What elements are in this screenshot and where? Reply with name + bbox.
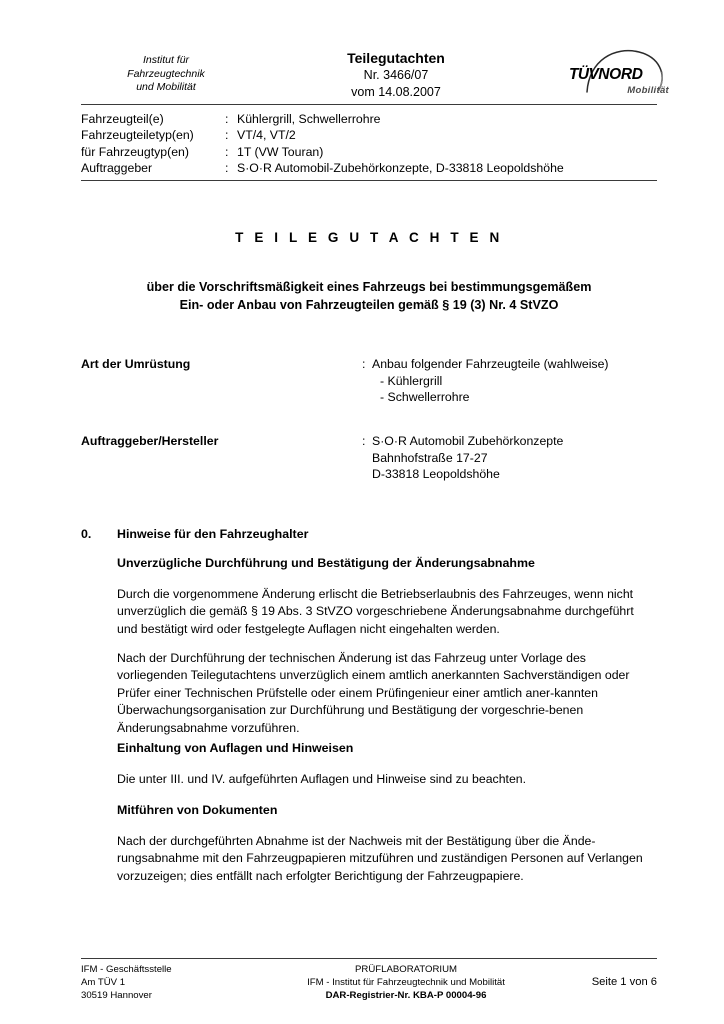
- conversion-type-value-line-3: - Schwellerrohre: [380, 390, 470, 405]
- document-header: [81, 48, 669, 103]
- section-0-paragraph-1: Durch die vorgenommene Änderung erlischt die Betriebserlaubnis des Fahrzeuges, wenn nicht unverzüglich die gemäß § 19 Abs. 3 StVZO vorgeschriebene Änderungsabnahme durchgeführt und bestätigt wird oder festgelegte Auflagen nicht eingehalten werden.: [117, 587, 634, 636]
- section-0-paragraph-2-wrap: [81, 650, 657, 737]
- logo-wordmark: [569, 66, 643, 84]
- conversion-type-value-line-1: Anbau folgender Fahrzeugteile (wahlweise): [372, 357, 609, 371]
- meta-colon: :: [225, 144, 229, 159]
- meta-value: Kühlergrill, Schwellerrohre: [237, 112, 381, 126]
- footer-address: [81, 963, 266, 1002]
- section-0-paragraph-4-wrap: [81, 833, 657, 885]
- page-subtitle: [81, 278, 657, 314]
- conversion-type-value-line-2: - Kühlergrill: [380, 373, 443, 388]
- header-divider-bottom: [81, 180, 657, 181]
- meta-colon: :: [225, 160, 229, 175]
- footer-street: Am TÜV 1: [81, 977, 126, 988]
- vehicle-meta-table: [81, 111, 657, 176]
- page-subtitle-line-1: über die Vorschriftsmäßigkeit eines Fahrzeugs bei bestimmungsgemäßem: [146, 280, 592, 294]
- client-manufacturer-colon: :: [362, 434, 366, 448]
- section-0-title: Hinweise für den Fahrzeughalter: [117, 527, 309, 541]
- meta-row: [81, 144, 657, 160]
- footer-office: IFM - Geschäftsstelle: [81, 964, 172, 975]
- footer-registration-number: DAR-Registrier-Nr. KBA-P 00004-96: [325, 990, 487, 1001]
- meta-value: 1T (VW Touran): [237, 144, 324, 159]
- institute-line-2: Fahrzeugtechnik: [127, 67, 205, 80]
- document-footer: [81, 963, 657, 1017]
- section-0-subheading-2-wrap: [81, 741, 657, 755]
- section-0-subheading-3-wrap: [81, 803, 657, 817]
- section-0-heading: [81, 527, 657, 541]
- meta-colon: :: [225, 128, 229, 143]
- meta-label: für Fahrzeugtyp(en): [81, 144, 189, 159]
- client-name: S·O·R Automobil Zubehörkonzepte: [372, 434, 564, 448]
- client-city: D-33818 Leopoldshöhe: [372, 467, 500, 482]
- document-number: Nr. 3466/07: [363, 68, 429, 82]
- conversion-type-colon: :: [362, 357, 366, 371]
- meta-label: Auftraggeber: [81, 160, 153, 175]
- section-0-subheading-1-wrap: [81, 556, 657, 570]
- logo-nord-text: NORD: [598, 66, 643, 83]
- page-number: Seite 1 von 6: [591, 976, 657, 988]
- meta-label: Fahrzeugteil(e): [81, 112, 164, 126]
- conversion-type-label: Art der Umrüstung: [81, 357, 191, 371]
- section-0-paragraph-4: Nach der durchgeführten Abnahme ist der Nachweis mit der Bestätigung über die Ände-rungsabnahme mit den Fahrzeugpapieren mitzuführen und zuständigen Personen auf Verlangen vorzuzeigen; dies entfällt nach erfolgter Berichtigung der Fahrzeugpapiere.: [117, 834, 643, 883]
- meta-row: [81, 160, 657, 176]
- conversion-type-block: [81, 356, 657, 406]
- meta-colon: :: [225, 112, 229, 126]
- meta-row: [81, 111, 657, 127]
- footer-divider: [81, 958, 657, 959]
- logo-tuv-text: TÜV: [569, 66, 599, 83]
- section-0-paragraph-3: Die unter III. und IV. aufgeführten Auflagen und Hinweise sind zu beachten.: [117, 772, 527, 786]
- section-0-paragraph-3-wrap: [81, 771, 657, 788]
- header-divider-top: [81, 104, 657, 105]
- section-0-paragraph-1-wrap: [81, 586, 657, 638]
- section-0-subheading-1: Unverzügliche Durchführung und Bestätigung der Änderungsabnahme: [117, 556, 535, 570]
- client-manufacturer-block: [81, 433, 657, 483]
- client-street: Bahnhofstraße 17-27: [372, 450, 488, 465]
- conversion-type-value: [372, 356, 657, 406]
- header-title-block: [266, 50, 526, 100]
- meta-label: Fahrzeugteiletyp(en): [81, 128, 194, 143]
- footer-lab-title: PRÜFLABORATORIUM: [355, 964, 457, 975]
- meta-value: S·O·R Automobil-Zubehörkonzepte, D-33818 Leopoldshöhe: [237, 160, 564, 175]
- footer-city: 30519 Hannover: [81, 990, 152, 1001]
- meta-row: [81, 127, 657, 143]
- section-0-heading-row: [81, 527, 657, 541]
- section-0-subheading-3: Mitführen von Dokumenten: [117, 803, 278, 817]
- footer-lab-institute: IFM - Institut für Fahrzeugtechnik und Mobilität: [307, 977, 505, 988]
- section-0-subheading-2: Einhaltung von Auflagen und Hinweisen: [117, 741, 354, 755]
- institute-line-1: Institut für: [142, 54, 190, 66]
- tuv-nord-logo: [563, 44, 673, 106]
- client-manufacturer-row: [81, 433, 657, 483]
- client-manufacturer-value: [372, 433, 657, 483]
- client-manufacturer-label: Auftraggeber/Hersteller: [81, 434, 219, 448]
- logo-subtitle: Mobilität: [627, 85, 669, 96]
- meta-value: VT/4, VT/2: [237, 128, 296, 143]
- page-title: T E I L E G U T A C H T E N: [235, 230, 503, 245]
- document-date: vom 14.08.2007: [351, 84, 441, 99]
- institute-line-3: und Mobilität: [136, 81, 196, 93]
- institute-name: [91, 54, 241, 95]
- page-subtitle-line-2: Ein- oder Anbau von Fahrzeugteilen gemäß § 19 (3) Nr. 4 StVZO: [179, 298, 559, 312]
- section-0-paragraph-2: Nach der Durchführung der technischen Änderung ist das Fahrzeug unter Vorlage des vorliegenden Teilegutachtens unverzüglich einem amtlich anerkannten Sachverständigen oder Prüfer einer Technischen Prüfstelle oder einem Prüfingenieur einer amtlich aner-kannten Überwachungsorganisation zur Durchführung und Bestätigung der vorgeschrie-benen Änderungsabnahme vorzuführen.: [117, 651, 630, 735]
- document-type-title: Teilegutachten: [347, 50, 445, 66]
- footer-lab-info: [266, 963, 546, 1002]
- conversion-type-row: [81, 356, 657, 406]
- section-0-number: 0.: [81, 527, 92, 541]
